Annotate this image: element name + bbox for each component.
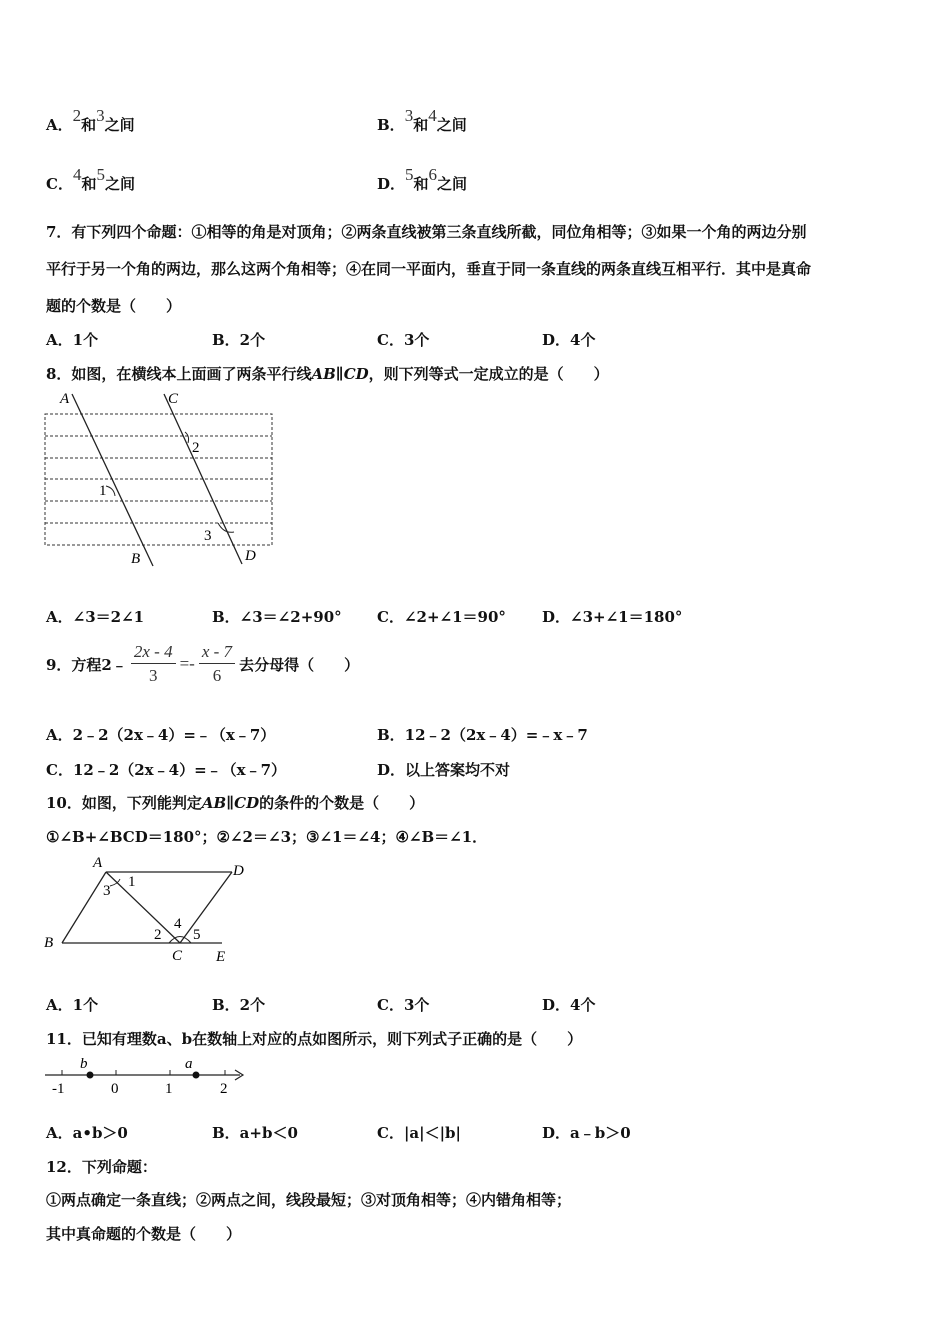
q10-option-c: C．3个: [377, 996, 430, 1014]
q8-option-b: B．∠3＝∠2+90°: [212, 608, 342, 626]
fig10-label-4: 4: [174, 916, 182, 932]
q11-option-d: D．a﹣b＞0: [542, 1124, 631, 1142]
q12-stem: 12．下列命题：: [46, 1158, 157, 1176]
fig10-label-b: B: [44, 935, 54, 951]
numline-label-a: a: [185, 1056, 193, 1072]
numline-tick-2: 2: [220, 1081, 228, 1097]
q8-figure: [40, 388, 280, 570]
fig10-label-d: D: [233, 863, 244, 879]
q6-option-c: C．4和5之间: [46, 165, 135, 193]
point-a: [193, 1072, 200, 1079]
fig8-label-d: D: [245, 548, 256, 564]
q6-option-b: B．3和4之间: [377, 106, 467, 134]
q6-option-a: A．2和3之间: [46, 106, 135, 134]
fig10-label-2: 2: [154, 927, 162, 943]
q8-option-c: C．∠2+∠1＝90°: [377, 608, 506, 626]
q10-option-a: A．1个: [46, 996, 99, 1014]
numline-tick-neg1: -1: [52, 1081, 65, 1097]
fig8-label-a: A: [60, 391, 70, 407]
point-b: [87, 1072, 94, 1079]
q7-option-a: A．1个: [46, 331, 99, 349]
q9-stem: 9．方程2﹣ $\frac{2x - 4}{3}$ =- $\frac{x - 7}{6}$ 去分母得（ ）: [46, 638, 359, 690]
q12-question: 其中真命题的个数是（ ）: [46, 1225, 242, 1243]
fig10-label-c: C: [172, 948, 183, 964]
numline-label-b: b: [80, 1056, 88, 1072]
q9-option-a: A．2﹣2（2x﹣4）=﹣（x﹣7）: [46, 726, 276, 744]
q8-option-d: D．∠3+∠1＝180°: [542, 608, 683, 626]
q11-option-c: C．|a|＜|b|: [377, 1124, 461, 1142]
q10-option-d: D．4个: [542, 996, 596, 1014]
q12-statements: ①两点确定一条直线；②两点之间，线段最短；③对顶角相等；④内错角相等；: [46, 1191, 572, 1209]
q9-option-d: D．以上答案均不对: [377, 761, 511, 779]
q7-stem-line1: 7．有下列四个命题：①相等的角是对顶角；②两条直线被第三条直线所截，同位角相等；③如果一个角的两边分别: [46, 223, 807, 241]
fig8-label-3: 3: [204, 528, 212, 544]
q8-option-a: A．∠3＝2∠1: [46, 608, 145, 626]
fig10-label-e: E: [216, 949, 226, 965]
fig10-label-3: 3: [103, 883, 111, 899]
q7-option-d: D．4个: [542, 331, 596, 349]
numline-tick-0: 0: [111, 1081, 119, 1097]
q10-figure: [40, 852, 260, 972]
q6-option-d: D．5和6之间: [377, 165, 468, 193]
fig8-label-b: B: [131, 551, 141, 567]
q11-stem: 11．已知有理数a、b在数轴上对应的点如图所示，则下列式子正确的是（ ）: [46, 1030, 583, 1048]
q8-stem: 8．如图，在横线本上面画了两条平行线AB∥CD，则下列等式一定成立的是（ ）: [46, 365, 609, 383]
fig8-label-1: 1: [99, 483, 107, 499]
q10-option-b: B．2个: [212, 996, 266, 1014]
q9-fraction-2: $\frac{x - 7}{6}$: [199, 641, 235, 688]
q9-option-b: B．12﹣2（2x﹣4）=﹣x﹣7: [377, 726, 588, 744]
q7-option-b: B．2个: [212, 331, 266, 349]
fig10-label-a: A: [93, 855, 103, 871]
q9-fraction-1: $\frac{2x - 4}{3}$: [131, 641, 176, 688]
q11-option-b: B．a+b＜0: [212, 1124, 298, 1142]
fig10-label-1: 1: [128, 874, 136, 890]
q7-stem-line3: 题的个数是（ ）: [46, 297, 182, 315]
fig8-label-c: C: [168, 391, 179, 407]
fig10-label-5: 5: [193, 927, 201, 943]
numline-tick-1: 1: [165, 1081, 173, 1097]
fig8-label-2: 2: [192, 440, 200, 456]
q10-stem: 10．如图，下列能判定AB∥CD的条件的个数是（ ）: [46, 794, 425, 812]
q7-stem-line2: 平行于另一个角的两边，那么这两个角相等；④在同一平面内，垂直于同一条直线的两条直线互相平行．其中是真命: [46, 260, 812, 278]
q11-option-a: A．a•b＞0: [46, 1124, 128, 1142]
q10-conditions: ①∠B+∠BCD＝180°；②∠2＝∠3；③∠1＝∠4；④∠B＝∠1．: [46, 828, 488, 846]
q7-option-c: C．3个: [377, 331, 430, 349]
q9-option-c: C．12﹣2（2x﹣4）=﹣（x﹣7）: [46, 761, 287, 779]
q11-number-line: [40, 1052, 260, 1098]
